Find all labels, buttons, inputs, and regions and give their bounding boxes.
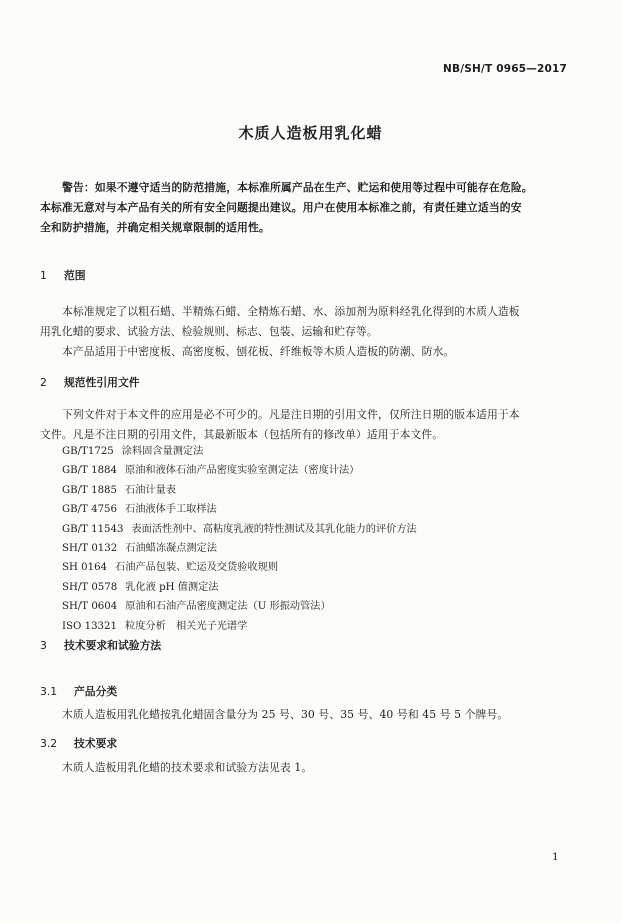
reference-code: SH 0164 (62, 562, 108, 574)
standard-number: NB/SH/T 0965—2017 (443, 63, 567, 75)
reference-item (62, 617, 417, 636)
reference-code: GB/T1725 (62, 446, 114, 457)
subsection-heading-classification (40, 684, 117, 699)
reference-title: 表面活性剂中、高粘度乳液的特性测试及其乳化能力的评价方法 (131, 523, 417, 535)
section-heading-scope (40, 268, 86, 283)
section-title: 范围 (64, 269, 86, 282)
reference-title: 石油产品包装、贮运及交货验收规则 (115, 562, 279, 574)
reference-title: 乳化液 pH 值测定法 (125, 581, 219, 593)
warning-line: 全和防护措施，并确定相关规章限制的适用性。 (40, 221, 270, 234)
reference-title: 原油和液体石油产品密度实验室测定法（密度计法） (125, 465, 360, 477)
reference-list (62, 442, 417, 636)
reference-code: SH/T 0578 (62, 581, 118, 593)
subsection-number: 3.2 (40, 737, 58, 750)
warning-line: 警告：如果不遵守适当的防范措施，本标准所属产品在生产、贮运和使用等过程中可能存在危险。 (62, 181, 533, 194)
reference-code: ISO 13321 (62, 620, 118, 632)
section-heading-references (40, 375, 140, 390)
reference-item (62, 578, 417, 597)
paragraph-line: 用乳化蜡的要求、试验方法、检验规则、标志、包装、运输和贮存等。 (40, 325, 378, 338)
reference-item (62, 520, 417, 539)
reference-code: GB/T 1885 (62, 484, 118, 496)
warning-paragraph (40, 178, 580, 238)
subsection-title: 技术要求 (74, 737, 118, 750)
reference-item (62, 461, 417, 480)
reference-item (62, 597, 417, 616)
subsection-title: 产品分类 (74, 685, 118, 698)
reference-code: GB/T 4756 (62, 504, 118, 516)
section-number: 2 (40, 376, 47, 389)
page-number: 1 (552, 851, 559, 863)
reference-title: 石油液体手工取样法 (125, 504, 217, 516)
reference-code: SH/T 0132 (62, 542, 118, 554)
subsection-number: 3.1 (40, 685, 58, 698)
reference-title: 粒度分析 相关光子光谱学 (125, 620, 248, 632)
section-title: 技术要求和试验方法 (64, 639, 162, 652)
requirements-paragraph (40, 758, 580, 778)
warning-line: 本标准无意对与本产品有关的所有安全问题提出建议。用户在使用本标准之前，有责任建立适当的安 (40, 201, 522, 214)
section-title: 规范性引用文件 (64, 376, 140, 389)
paragraph-line: 下列文件对于本文件的应用是必不可少的。凡是注日期的引用文件，仅所注日期的版本适用于本 (62, 408, 520, 421)
reference-title: 涂料固含量测定法 (121, 446, 204, 457)
reference-code: GB/T 1884 (62, 465, 118, 477)
reference-title: 石油计量表 (125, 484, 176, 496)
reference-title: 石油蜡冻凝点测定法 (125, 542, 217, 554)
reference-item (62, 442, 417, 461)
reference-item (62, 481, 417, 500)
subsection-heading-requirements (40, 736, 117, 751)
classification-paragraph (40, 705, 580, 725)
reference-code: SH/T 0604 (62, 601, 118, 613)
scope-paragraph (40, 302, 580, 362)
paragraph-line: 本标准规定了以粗石蜡、半精炼石蜡、全精炼石蜡、水、添加剂为原料经乳化得到的木质人造板 (62, 305, 520, 318)
references-intro (40, 405, 580, 445)
reference-item (62, 500, 417, 519)
section-number: 3 (40, 639, 47, 652)
reference-code: GB/T 11543 (62, 523, 124, 535)
paragraph-line: 文件。凡是不注日期的引用文件，其最新版本（包括所有的修改单）适用于本文件。 (40, 428, 444, 441)
paragraph-line: 本产品适用于中密度板、高密度板、刨花板、纤维板等木质人造板的防潮、防水。 (62, 345, 455, 358)
paragraph-line: 木质人造板用乳化蜡按乳化蜡固含量分为 25 号、30 号、35 号、40 号和 45 号 5 个牌号。 (62, 708, 509, 721)
document-title: 木质人造板用乳化蜡 (238, 124, 383, 142)
section-number: 1 (40, 269, 47, 282)
reference-item (62, 539, 417, 558)
reference-title: 原油和石油产品密度测定法（U 形振动管法） (125, 601, 331, 613)
reference-item (62, 558, 417, 577)
paragraph-line: 木质人造板用乳化蜡的技术要求和试验方法见表 1。 (62, 761, 313, 774)
section-heading-requirements (40, 638, 161, 653)
